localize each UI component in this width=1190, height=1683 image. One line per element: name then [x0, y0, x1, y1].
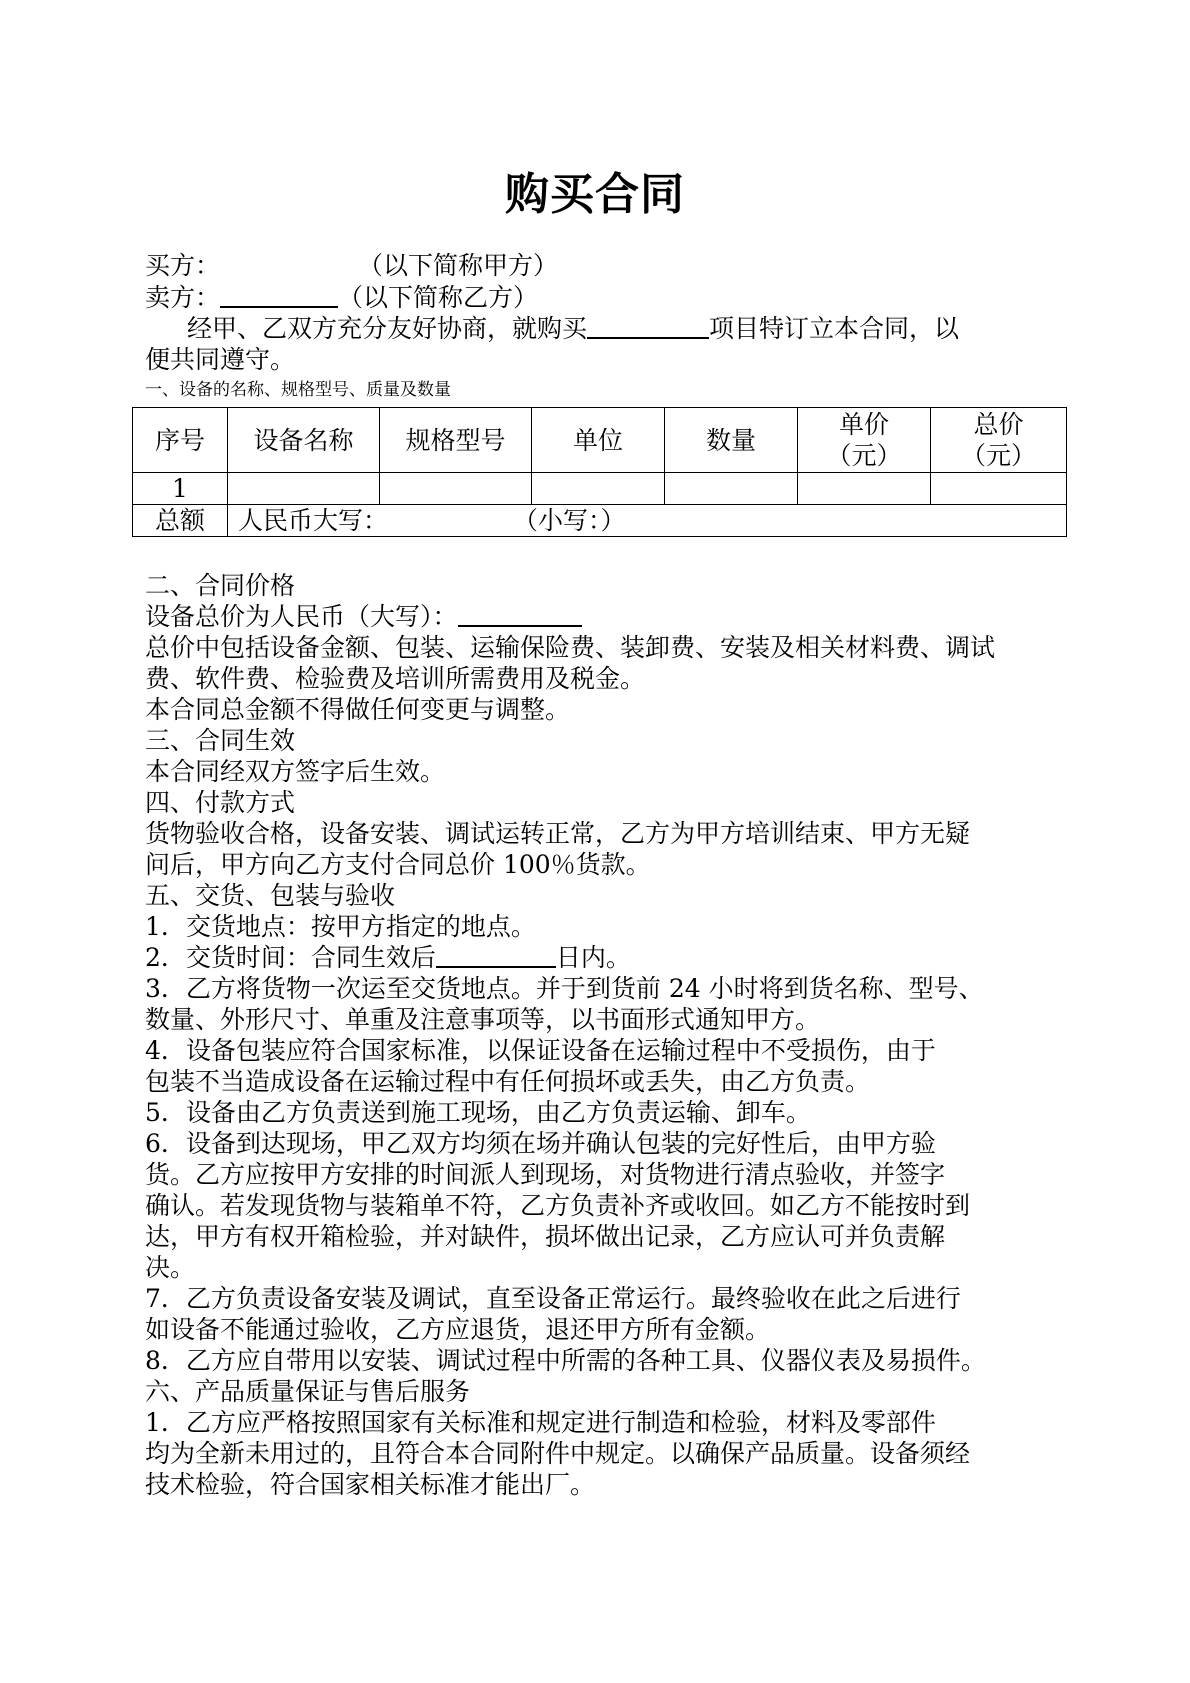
body-line: 均为全新未用过的，且符合本合同附件中规定。以确保产品质量。设备须经 — [145, 1439, 971, 1468]
intro-line-1 — [187, 313, 959, 345]
body-line: 总价中包括设备金额、包装、运输保险费、装卸费、安装及相关材料费、调试 — [145, 633, 996, 662]
cell-model[interactable] — [380, 473, 532, 505]
body-line: 7．乙方负责设备安装及调试，直至设备正常运行。最终验收在此之后进行 — [145, 1284, 961, 1313]
table-total-row — [133, 505, 1067, 537]
body-line: 货。乙方应按甲方安排的时间派人到现场，对货物进行清点验收，并签字 — [145, 1160, 946, 1189]
header-unit-price-unit: （元） — [826, 441, 902, 470]
delivery-time-line — [145, 942, 631, 974]
body-line: 费、软件费、检验费及培训所需费用及税金。 — [145, 664, 646, 693]
header-unit-price — [798, 408, 931, 473]
seller-line — [145, 282, 538, 314]
body-line: 包装不当造成设备在运输过程中有任何损坏或丢失，由乙方负责。 — [145, 1067, 871, 1096]
buyer-label: 买方： — [145, 251, 221, 280]
total-price-line — [145, 601, 582, 633]
cell-equipment-name[interactable] — [228, 473, 380, 505]
delivery-days-blank[interactable] — [436, 944, 556, 968]
cell-total-price[interactable] — [931, 473, 1067, 505]
body-line: 数量、外形尺寸、单重及注意事项等，以书面形式通知甲方。 — [145, 1005, 821, 1034]
body-line: 4．设备包装应符合国家标准，以保证设备在运输过程中不受损伤，由于 — [145, 1036, 936, 1065]
body-line: 1．乙方应严格按照国家有关标准和规定进行制造和检验，材料及零部件 — [145, 1408, 936, 1437]
body-line: 本合同经双方签字后生效。 — [145, 757, 446, 786]
body-line: 确认。若发现货物与装箱单不符，乙方负责补齐或收回。如乙方不能按时到 — [145, 1191, 971, 1220]
header-index: 序号 — [133, 408, 228, 473]
project-blank[interactable] — [587, 315, 709, 339]
header-equipment-name: 设备名称 — [228, 408, 380, 473]
section4-heading: 四、付款方式 — [145, 788, 296, 817]
section6-heading: 六、产品质量保证与售后服务 — [145, 1377, 471, 1406]
delivery-time-suffix: 日内。 — [555, 943, 631, 972]
seller-label: 卖方： — [145, 283, 221, 312]
body-line: 问后，甲方向乙方支付合同总价 100％货款。 — [145, 850, 651, 879]
cell-quantity[interactable] — [665, 473, 798, 505]
section1-heading: 一、设备的名称、规格型号、质量及数量 — [145, 380, 451, 400]
header-quantity: 数量 — [665, 408, 798, 473]
cell-index: 1 — [133, 473, 228, 505]
equipment-table — [132, 407, 1067, 537]
header-unit: 单位 — [532, 408, 665, 473]
body-line: 本合同总金额不得做任何变更与调整。 — [145, 695, 571, 724]
body-line: 达，甲方有权开箱检验，并对缺件，损坏做出记录，乙方应认可并负责解 — [145, 1222, 946, 1251]
body-line: 如设备不能通过验收，乙方应退货，退还甲方所有金额。 — [145, 1315, 771, 1344]
buyer-line — [145, 250, 558, 282]
intro-line-2: 便共同遵守。 — [145, 345, 296, 374]
section2-heading: 二、合同价格 — [145, 571, 296, 600]
body-line: 1．交货地点：按甲方指定的地点。 — [145, 912, 536, 941]
total-price-blank[interactable] — [458, 603, 582, 627]
header-unit-price-label: 单价 — [838, 410, 889, 439]
body-line: 技术检验，符合国家相关标准才能出厂。 — [145, 1470, 596, 1499]
body-line: 货物验收合格，设备安装、调试运转正常，乙方为甲方培训结束、甲方无疑 — [145, 819, 971, 848]
body-line: 3．乙方将货物一次运至交货地点。并于到货前 24 小时将到货名称、型号、 — [145, 974, 984, 1003]
section5-heading: 五、交货、包装与验收 — [145, 881, 396, 910]
document-title: 购买合同 — [505, 169, 685, 220]
header-total-price-unit: （元） — [960, 441, 1036, 470]
table-header-row — [133, 408, 1067, 473]
buyer-note: （以下简称甲方） — [358, 251, 559, 280]
header-total-price — [931, 408, 1067, 473]
cell-unit-price[interactable] — [798, 473, 931, 505]
delivery-time-label: 2．交货时间：合同生效后 — [145, 943, 436, 972]
header-model: 规格型号 — [380, 408, 532, 473]
intro-text-b: 项目特订立本合同，以 — [709, 314, 960, 343]
intro-text-a: 经甲、乙双方充分友好协商，就购买 — [187, 314, 588, 343]
seller-note: （以下简称乙方） — [338, 283, 539, 312]
body-line: 6．设备到达现场，甲乙双方均须在场并确认包装的完好性后，由甲方验 — [145, 1129, 936, 1158]
total-label: 总额 — [133, 505, 228, 537]
total-price-label: 设备总价为人民币（大写）： — [145, 602, 458, 631]
table-row — [133, 473, 1067, 505]
cell-unit[interactable] — [532, 473, 665, 505]
section3-heading: 三、合同生效 — [145, 726, 296, 755]
header-total-price-label: 总价 — [973, 410, 1024, 439]
body-line: 5．设备由乙方负责送到施工现场，由乙方负责运输、卸车。 — [145, 1098, 811, 1127]
body-line: 8．乙方应自带用以安装、调试过程中所需的各种工具、仪器仪表及易损件。 — [145, 1346, 986, 1375]
seller-blank[interactable] — [220, 284, 338, 308]
body-line: 决。 — [145, 1253, 196, 1282]
total-amount-text: 人民币大写： （小写：） — [228, 505, 1067, 537]
